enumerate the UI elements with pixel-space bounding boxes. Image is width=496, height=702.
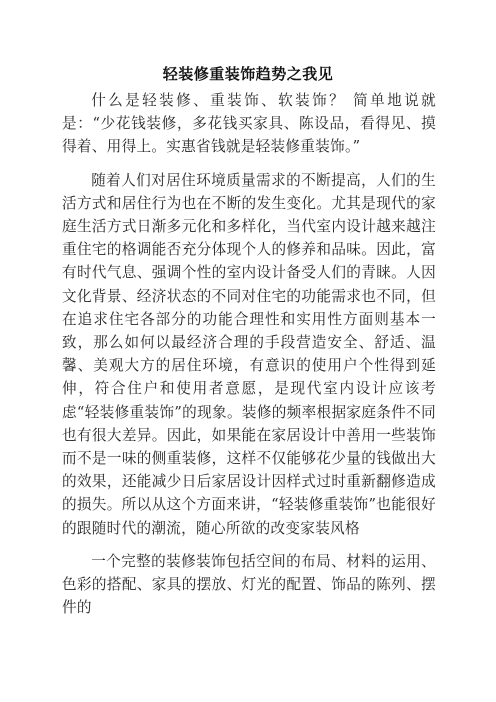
paragraph-1: 什么是轻装修、重装饰、软装饰？ 简单地说就是：“少花钱装修，多花钱买家具、陈设品，看得见、摸得着、用得上。实惠省钱就是轻装修重装饰。” <box>62 92 436 156</box>
document-body <box>62 89 436 619</box>
paragraph-2: 随着人们对居住环境质量需求的不断提高，人们的生活方式和居住行为也在不断的发生变化。尤其是现代的家庭生活方式日渐多元化和多样化，当代室内设计越来越注重住宅的格调能否充分体现个人的修养和品味。因此，富有时代气息、强调个性的室内设计备受人们的青睐。人因文化背景、经济状态的不同对住宅的功能需求也不同，但在追求住宅各部分的功能合理性和实用性方面则基本一致，那么如何以最经济合理的手段营造安全、舒适、温馨、美观大方的居住环境，有意识的使用户个性得到延伸，符合住户和使用者意愿，是现代室内设计应该考虑“轻装修重装饰”的现象。装修的频率根据家庭条件不同也有很大差异。因此，如果能在家居设计中善用一些装饰而不是一味的侧重装修，这样不仅能够花少量的钱做出大的效果，还能减少日后家居设计因样式过时重新翻修造成的损失。所以从这个方面来讲，“轻装修重装饰”也能很好的跟随时代的潮流，随心所欲的改变家装风格 <box>62 171 436 537</box>
paragraph-3: 一个完整的装修装饰包括空间的布局、材料的运用、色彩的搭配、家具的摆放、灯光的配置、饰品的陈列、摆件的 <box>62 552 436 617</box>
document-title: 轻装修重装饰趋势之我见 <box>162 65 334 83</box>
